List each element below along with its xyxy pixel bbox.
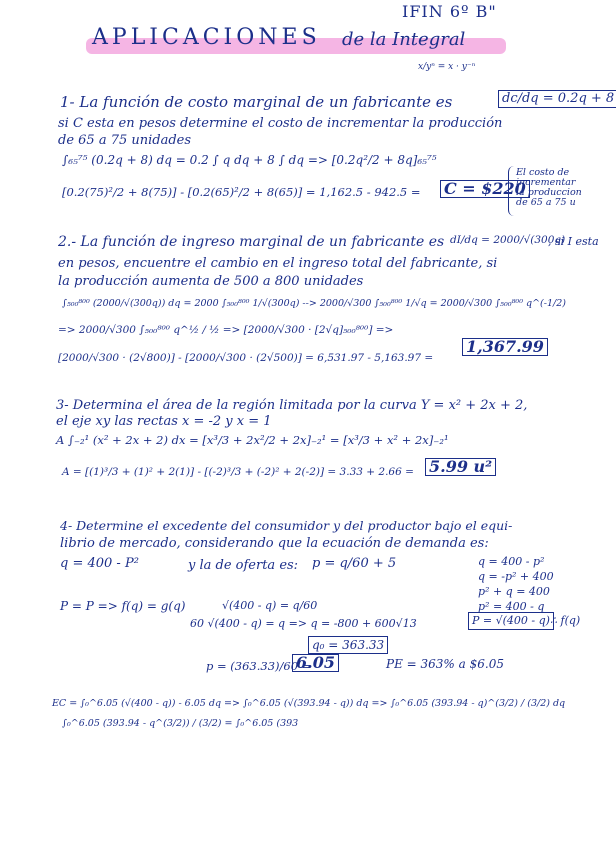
problem-1-line2: si C esta en pesos determine el costo de incrementar la producción (58, 116, 503, 131)
problem-1-step1: ∫₆₅⁷⁵ (0.2q + 8) dq = 0.2 ∫ q dq + 8 ∫ dq => [0.2q²/2 + 8q]₆₅⁷⁵ (62, 153, 437, 167)
problem-2-statement: 2.- La función de ingreso marginal de un fabricante es (58, 234, 445, 250)
problem-4-step2: 60 √(400 - q) = q => q = -800 + 600√13 (190, 617, 417, 630)
problem-1-note: El costo de incrementar la produccion de 65 a 75 u (516, 167, 582, 208)
problem-4-side4: p² = 400 - q (478, 600, 545, 613)
problem-4-side2: q = -p² + 400 (478, 570, 554, 583)
problem-1-answer: C = $220 (440, 180, 530, 198)
problem-2-formula: dI/dq = 2000/√(300q) (450, 234, 566, 246)
problem-4-step1-left: P = P => f(q) = g(q) (60, 599, 186, 613)
problem-1-line3: de 65 a 75 unidades (58, 133, 192, 148)
problem-4-side1: q = 400 - p² (478, 555, 545, 568)
problem-2-line3: la producción aumenta de 500 a 800 unidades (58, 274, 364, 289)
problem-2-step3: [2000/√300 · (2√800)] - [2000/√300 · (2√500)] = 6,531.97 - 5,163.97 = (58, 352, 434, 364)
problem-2-line2: en pesos, encuentre el cambio en el ingreso total del fabricante, si (58, 256, 498, 271)
problem-4-line2: librio de mercado, considerando que la ecuación de demanda es: (60, 536, 489, 551)
problem-3-answer: 5.99 u² (425, 458, 496, 476)
problem-4-ec1: EC = ∫₀^6.05 (√(400 - q)) - 6.05 dq => ∫₀^6.05 (√(393.94 - q)) dq => ∫₀^6.05 (393.94 - q)^(3/2) / (3/2) dq (52, 698, 566, 709)
problem-2-step2: => 2000/√300 ∫₅₀₀⁸⁰⁰ q^½ / ½ => [2000/√300 · [2√q]₅₀₀⁸⁰⁰] => (58, 324, 394, 336)
problem-4-supply-label: y la de oferta es: (188, 558, 299, 573)
page-subtitle: de la Integral (342, 29, 466, 50)
problem-4-side5: P = √(400 - q) (468, 612, 554, 630)
problem-4-statement: 4- Determine el excedente del consumidor y del productor bajo el equi- (60, 518, 513, 533)
problem-1-formula: dc/dq = 0.2q + 8 (498, 90, 616, 108)
problem-4-demand: q = 400 - P² (60, 556, 139, 571)
problem-3-line2: el eje xy las rectas x = -2 y x = 1 (56, 414, 272, 429)
problem-4-side3: p² + q = 400 (478, 585, 550, 598)
problem-4-supply: p = q/60 + 5 (312, 556, 397, 571)
problem-1-statement: 1- La función de costo marginal de un fabricante es (60, 93, 453, 111)
problem-4-q0: q₀ = 363.33 (308, 636, 388, 654)
problem-4-side6: ∴ f(q) (550, 614, 581, 627)
problem-2-formula-tail: , si I esta (548, 235, 599, 248)
page-title: APLICACIONES (92, 25, 321, 50)
problem-1-step2: [0.2(75)²/2 + 8(75)] - [0.2(65)²/2 + 8(65)] = 1,162.5 - 942.5 = (62, 185, 421, 199)
problem-4-step1-right: √(400 - q) = q/60 (222, 599, 318, 612)
problem-3-statement: 3- Determina el área de la región limitada por la curva Y = x² + 2x + 2, (56, 398, 528, 413)
problem-4-ec2: ∫₀^6.05 (393.94 - q^(3/2)) / (3/2) = ∫₀^6.05 (393 (62, 718, 299, 729)
problem-2-answer: 1,367.99 (462, 338, 548, 356)
class-label: IFIN 6º B" (402, 2, 497, 21)
derivative-note: x/yⁿ = x · y⁻ⁿ (418, 62, 476, 72)
problem-3-step2: A = [(1)³/3 + (1)² + 2(1)] - [(-2)³/3 + (-2)² + 2(-2)] = 3.33 + 2.66 = (62, 466, 414, 478)
problem-2-step1: ∫₅₀₀⁸⁰⁰ (2000/√(300q)) dq = 2000 ∫₅₀₀⁸⁰⁰ 1/√(300q) --> 2000/√300 ∫₅₀₀⁸⁰⁰ 1/√q = 2000/√300 ∫₅₀₀⁸⁰⁰ q^(-1/2) (62, 298, 566, 309)
problem-4-pe: PE = 363% a $6.05 (386, 657, 504, 671)
problem-4-p-line: p = (363.33)/60 = (206, 659, 312, 673)
problem-4-p-answer: 6.05 (292, 654, 339, 672)
problem-1-brace (508, 166, 515, 216)
problem-3-step1: A ∫₋₂¹ (x² + 2x + 2) dx = [x³/3 + 2x²/2 + 2x]₋₂¹ = [x³/3 + x² + 2x]₋₂¹ (56, 433, 449, 447)
